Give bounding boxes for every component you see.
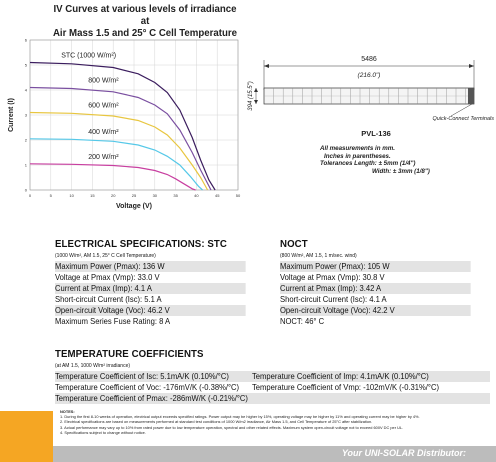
- note-item: 4. Specifications subject to change without notice.: [60, 429, 146, 435]
- terminal-box: [468, 88, 474, 104]
- spec-row: Open-circuit Voltage (Voc): 46.2 V: [55, 305, 246, 316]
- y-tick-label: 4: [24, 87, 27, 93]
- measurement-note-line: Tolerances Length: ± 5mm (1/4"): [320, 160, 416, 167]
- x-axis-label: Voltage (V): [115, 203, 153, 210]
- stc-specifications: [55, 238, 260, 327]
- spec-row: Current at Pmax (Imp): 4.1 A: [55, 283, 246, 294]
- note-item: 3. Actual performance may vary up to 10% from rated power due to low temperature operation, spectral and other related effects. Maximum system open-circuit voltage not to exceed 600V DC per UL.: [60, 424, 404, 430]
- y-tick-label: 1: [24, 162, 27, 168]
- notes-heading: NOTES:: [60, 409, 75, 414]
- x-tick-label: 40: [194, 193, 199, 198]
- spec-row: Short-circuit Current (Isc): 5.1 A: [55, 295, 162, 304]
- temp-coef-row: Temperature Coefficient of Vmp: -102mV/K (-0.31%/°C): [252, 383, 440, 392]
- temp-coef-row: Temperature Coefficient of Pmax: -286mW/K (-0.21%/°C): [55, 394, 248, 403]
- spec-row: Maximum Power (Pmax): 136 W: [55, 261, 246, 272]
- note-item: 2. Electrical specifications are based on measurements performed at standard test conditions of 1000 W/m2 irradiance, Air Mass 1.5, and Cell Temperature of 25°C after stabilization.: [60, 419, 373, 425]
- chart-title-line-1: IV Curves at various levels of irradiance at: [53, 3, 237, 27]
- chart-title-line-2: Air Mass 1.5 and 25° C Cell Temperature: [52, 27, 238, 39]
- series-line-2: [30, 113, 208, 191]
- spec-row: Current at Pmax (Imp): 3.42 A: [280, 283, 471, 294]
- model-label: PVL-136: [361, 129, 391, 138]
- series-label-2: 600 W/m²: [88, 102, 119, 110]
- stc-title: ELECTRICAL SPECIFICATIONS: STC: [55, 238, 227, 250]
- temp-subtitle: (at AM 1.5, 1000 W/m² irradiance): [55, 363, 131, 369]
- accent-block: [0, 411, 53, 462]
- spec-row: Short-circuit Current (Isc): 4.1 A: [280, 295, 387, 304]
- spec-row: Voltage at Pmax (Vmp): 33.0 V: [55, 273, 160, 282]
- temp-coef-row: Temperature Coefficient of Voc: -176mV/K (-0.38%/°C): [55, 383, 240, 392]
- temp-coef-row: Temperature Coefficient of Isc: 5.1mA/K (0.10%/°C): [55, 372, 229, 381]
- x-tick-label: 45: [214, 193, 220, 198]
- distributor-label: Your UNI-SOLAR Distributor:: [341, 448, 466, 458]
- x-tick-label: 20: [110, 193, 116, 198]
- spec-row: Maximum Series Fuse Rating: 8 A: [55, 317, 171, 326]
- module-dimension-drawing: [246, 48, 496, 148]
- footer-bar: [53, 446, 496, 462]
- spec-row: NOCT: 46° C: [280, 317, 325, 326]
- stc-subtitle: (1000 W/m², AM 1.5, 25° C Cell Temperature): [55, 253, 156, 259]
- y-tick-label: 0: [24, 187, 27, 193]
- x-tick-label: 10: [69, 193, 74, 198]
- spec-row: Voltage at Pmax (Vmp): 30.8 V: [280, 273, 385, 282]
- note-item: 1. During the first 8-10 weeks of operation, electrical output exceeds specified ratings. Power output may be higher by 15%, operating voltage may be higher by 11% and operating current may be higher by 4%.: [60, 414, 420, 420]
- measurement-note-line: All measurements in mm.: [320, 145, 395, 152]
- spec-row: Open-circuit Voltage (Voc): 42.2 V: [280, 305, 471, 316]
- x-tick-label: 25: [131, 193, 137, 198]
- length-mm-label: 5486: [361, 56, 377, 63]
- notes: [60, 409, 490, 435]
- measurement-note-line: Width: ± 3mm (1/8"): [372, 167, 430, 175]
- iv-curve-chart: [0, 0, 250, 215]
- series-label-3: 400 W/m²: [88, 128, 119, 136]
- measurement-note-line: Inches in parentheses.: [324, 152, 391, 160]
- x-tick-label: 5: [49, 193, 52, 198]
- length-in-label: (216.0"): [357, 72, 381, 79]
- x-tick-label: 30: [152, 193, 158, 198]
- series-label-4: 200 W/m²: [88, 153, 119, 161]
- noct-title: NOCT: [280, 238, 308, 250]
- y-tick-label: 5: [24, 62, 27, 68]
- temp-title: TEMPERATURE COEFFICIENTS: [55, 348, 204, 360]
- width-label: 394 (15.5"): [248, 81, 254, 111]
- x-tick-label: 0: [28, 193, 32, 198]
- x-tick-label: 35: [173, 193, 178, 198]
- y-tick-label: 3: [24, 112, 27, 118]
- series-line-4: [30, 164, 196, 190]
- measurement-notes: [320, 145, 460, 175]
- y-tick-label: 6: [24, 37, 27, 43]
- temp-coef-row: Temperature Coefficient of Imp: 4.1mA/K (0.10%/°C): [252, 372, 429, 381]
- x-tick-label: 15: [90, 193, 95, 198]
- series-label-0: STC (1000 W/m²): [61, 52, 117, 60]
- x-tick-label: 50: [235, 193, 241, 198]
- terminals-label: Quick-Connect Terminals: [432, 116, 494, 122]
- series-label-1: 800 W/m²: [88, 77, 119, 85]
- noct-subtitle: (800 W/m², AM 1.5, 1 m/sec. wind): [280, 253, 357, 259]
- y-tick-label: 2: [24, 137, 27, 143]
- series-line-0: [30, 63, 215, 191]
- spec-row: Maximum Power (Pmax): 105 W: [280, 261, 471, 272]
- noct-specifications: [280, 238, 485, 327]
- temperature-coefficients: [55, 348, 490, 404]
- y-axis-label: Current (I): [8, 98, 15, 132]
